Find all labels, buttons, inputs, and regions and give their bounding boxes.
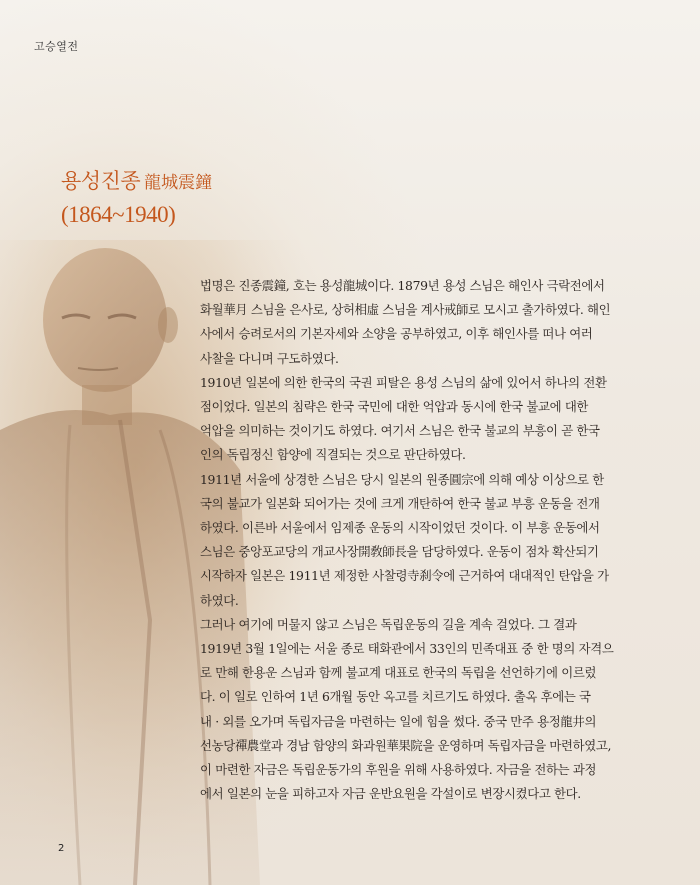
body-line: 화월華月 스님을 은사로, 상허相虛 스님을 계사戒師로 모시고 출가하였다. 해인 — [200, 302, 611, 318]
body-line: 사찰을 다니며 구도하였다. — [200, 350, 339, 366]
body-line: 국의 불교가 일본화 되어가는 것에 크게 개탄하여 한국 불교 부흥 운동을 전개 — [200, 495, 600, 511]
body-line: 에서 일본의 눈을 피하고자 자금 운반요원을 각설이로 변장시켰다고 한다. — [200, 786, 581, 802]
body-line: 점이었다. 일본의 침략은 한국 국민에 대한 억압과 동시에 한국 불교에 대한 — [200, 399, 589, 415]
body-line: 1911년 서울에 상경한 스님은 당시 일본의 원종圓宗에 의해 예상 이상으로 한 — [200, 471, 604, 487]
body-line: 법명은 진종震鐘, 호는 용성龍城이다. 1879년 용성 스님은 해인사 극락전에서 — [200, 278, 605, 293]
body-line: 1919년 3월 1일에는 서울 종로 태화관에서 33인의 민족대표 중 한 명의 자격으 — [200, 641, 614, 657]
body-line: 로 만해 한용운 스님과 함께 불교계 대표로 한국의 독립을 선언하기에 이르렀 — [200, 665, 597, 681]
body-line: 이 마련한 자금은 독립운동가의 후원을 위해 사용하였다. 자금을 전하는 과정 — [200, 762, 597, 778]
body-line: 그러나 여기에 머물지 않고 스님은 독립운동의 길을 계속 걸었다. 그 결과 — [200, 616, 577, 632]
body-line: 1910년 일본에 의한 한국의 국권 피탈은 용성 스님의 삶에 있어서 하나의 전환 — [200, 374, 607, 390]
body-text — [200, 274, 620, 806]
title-name-line — [61, 165, 212, 199]
body-line: 하였다. 이른바 서울에서 임제종 운동의 시작이었던 것이다. 이 부흥 운동에서 — [200, 520, 600, 536]
body-line: 억압을 의미하는 것이기도 하였다. 여기서 스님은 한국 불교의 부흥이 곧 한국 — [200, 423, 600, 439]
section-label: 고승열전 — [34, 40, 79, 53]
title-name-hanja: 龍城震鐘 — [144, 173, 213, 193]
title-years: (1864~1940) — [61, 202, 176, 227]
body-line: 다. 이 일로 인하여 1년 6개월 동안 옥고를 치르기도 하였다. 출옥 후에는 국 — [200, 689, 591, 705]
body-line: 내 · 외를 오가며 독립자금을 마련하는 일에 힘을 썼다. 중국 만주 용정龍井의 — [200, 713, 597, 729]
title-block — [61, 165, 212, 231]
body-line: 사에서 승려로서의 기본자세와 소양을 공부하였고, 이후 해인사를 떠나 여러 — [200, 326, 593, 342]
title-name-korean: 용성진종 — [61, 169, 141, 193]
body-line: 하였다. — [200, 592, 239, 608]
page-number: 2 — [58, 843, 65, 854]
body-line: 인의 독립정신 함양에 직결되는 것으로 판단하였다. — [200, 447, 466, 463]
body-line: 스님은 중앙포교당의 개교사장開敎師長을 담당하였다. 운동이 점차 확산되기 — [200, 544, 599, 560]
body-line: 선농당禪農堂과 경남 함양의 화과원華果院을 운영하며 독립자금을 마련하였고, — [200, 737, 612, 753]
body-line: 시작하자 일본은 1911년 제정한 사찰령寺刹令에 근거하여 대대적인 탄압을 가 — [200, 568, 609, 584]
